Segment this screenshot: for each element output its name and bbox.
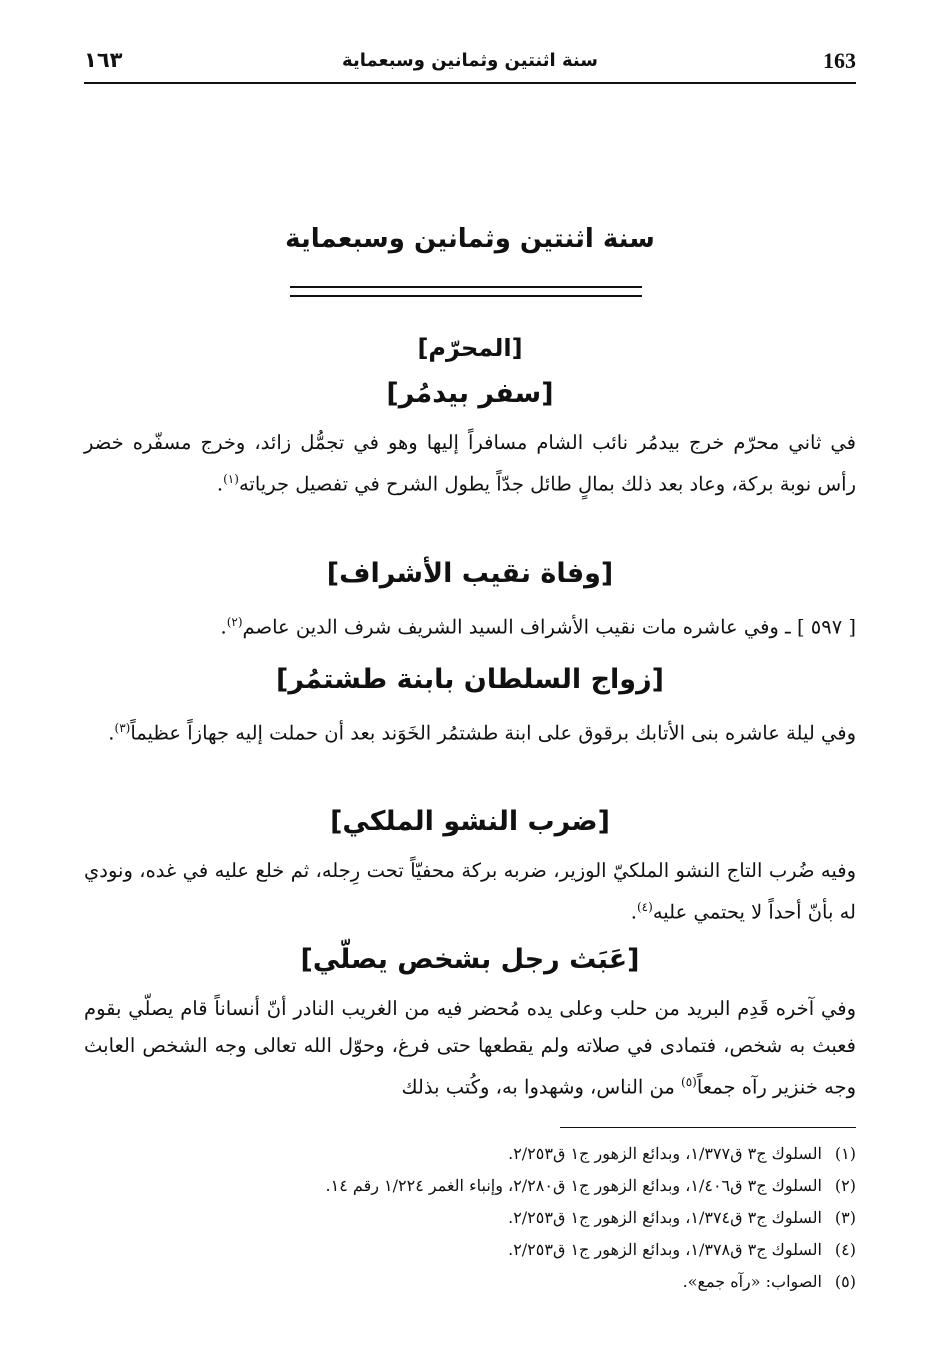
section-paragraph [84, 424, 856, 503]
paragraph-end: . [216, 472, 224, 496]
footnote-ref[interactable]: (٥) [681, 1075, 697, 1089]
header-rule [84, 82, 856, 84]
chapter-title: سنة اثنتين وثمانين وسبعماية [285, 224, 655, 254]
footnote-text: السلوك ج٣ ق١/٣٧٧، وبدائع الزهور ج١ ق٢/٢٥٣. [508, 1144, 822, 1163]
section-heading: [وفاة نقيب الأشراف] [326, 558, 614, 589]
footnote-text: السلوك ج٣ ق١/٣٧٨، وبدائع الزهور ج١ ق٢/٢٥٣. [508, 1240, 822, 1259]
section-heading: [عَبَث رجل بشخص يصلّي] [300, 944, 640, 975]
paragraph-text: وفيه ضُرب التاج النشو الملكيّ الوزير، ضربه بركة محفيّاً تحت رِجله، ثم خلع عليه في غده، ونودي له بأنّ أحداً لا يحتمي عليه [84, 859, 856, 924]
footnote-number: (١) [834, 1144, 856, 1163]
footnote-ref[interactable]: (١) [223, 472, 239, 486]
paragraph-end: . [220, 615, 227, 639]
footnote-number: (٤) [834, 1240, 856, 1259]
paragraph-end: . [108, 721, 115, 745]
footnote [84, 1170, 856, 1202]
footnote-text: الصواب: «رآه جمع». [682, 1272, 822, 1291]
title-double-rule [290, 286, 642, 297]
section-heading: [زواج السلطان بابنة طشتمُر] [276, 664, 664, 695]
footnote-number: (٣) [834, 1208, 856, 1227]
footnote [84, 1202, 856, 1234]
section-paragraph [84, 604, 856, 646]
section-heading: [سفر بيدمُر] [386, 378, 554, 409]
section-paragraph [84, 990, 856, 1106]
footnotes [84, 1138, 856, 1298]
footnote-ref[interactable]: (٢) [226, 615, 243, 629]
paragraph-text: في ثاني محرّم خرج بيدمُر نائب الشام مسافراً إليها وهو في تجمُّل زائد، وخرج مسفّره خضر رأس نوبة بركة، وعاد بعد ذلك بمالٍ طائل جدّاً يطول الشرح في تفصيل جرياته [84, 431, 856, 496]
section-paragraph [84, 852, 856, 931]
footnote-number: (٥) [834, 1272, 856, 1291]
page-number-arabic: ١٦٣ [84, 48, 123, 72]
paragraph-text: [ ٥٩٧ ] ـ وفي عاشره مات نقيب الأشراف السيد الشريف شرف الدين عاصم [242, 615, 856, 639]
footnote [84, 1266, 856, 1298]
footnote-number: (٢) [834, 1176, 856, 1195]
page-number-latin: 163 [823, 48, 856, 73]
footnote [84, 1234, 856, 1266]
month-heading: [المحرّم] [417, 334, 523, 362]
paragraph-end: من الناس، وشهدوا به، وكُتب بذلك [401, 1075, 682, 1099]
paragraph-text: وفي ليلة عاشره بنى الأتابك برقوق على ابنة طشتمُر الخَوَند بعد أن حملت إليه جهازاً عظيماً [130, 721, 856, 745]
footnote-text: السلوك ج٣ ق١/٣٧٤، وبدائع الزهور ج١ ق٢/٢٥٣. [508, 1208, 822, 1227]
footnote [84, 1138, 856, 1170]
footnote-separator [560, 1127, 856, 1128]
paragraph-text: وفي آخره قَدِم البريد من حلب وعلى يده مُحضر فيه من الغريب النادر أنّ أنساناً قام يصلّي بقوم فعبث به شخص، فتمادى في صلاته ولم يقطعها حتى فرغ، وحوّل الله تعالى وجه الشخص العابث وجه خنزير رآه جمعاً [84, 997, 856, 1099]
footnote-ref[interactable]: (٤) [636, 900, 653, 914]
section-heading: [ضرب النشو الملكي] [330, 806, 610, 837]
paragraph-end: . [630, 900, 637, 924]
footnote-text: السلوك ج٣ ق١/٤٠٦، وبدائع الزهور ج١ ق٢/٢٨٠، وإنباء الغمر ١/٢٢٤ رقم ١٤. [325, 1176, 822, 1195]
footnote-ref[interactable]: (٣) [114, 721, 131, 735]
page-header [84, 48, 856, 80]
section-paragraph [84, 710, 856, 752]
running-title: سنة اثنتين وثمانين وسبعماية [342, 50, 598, 71]
